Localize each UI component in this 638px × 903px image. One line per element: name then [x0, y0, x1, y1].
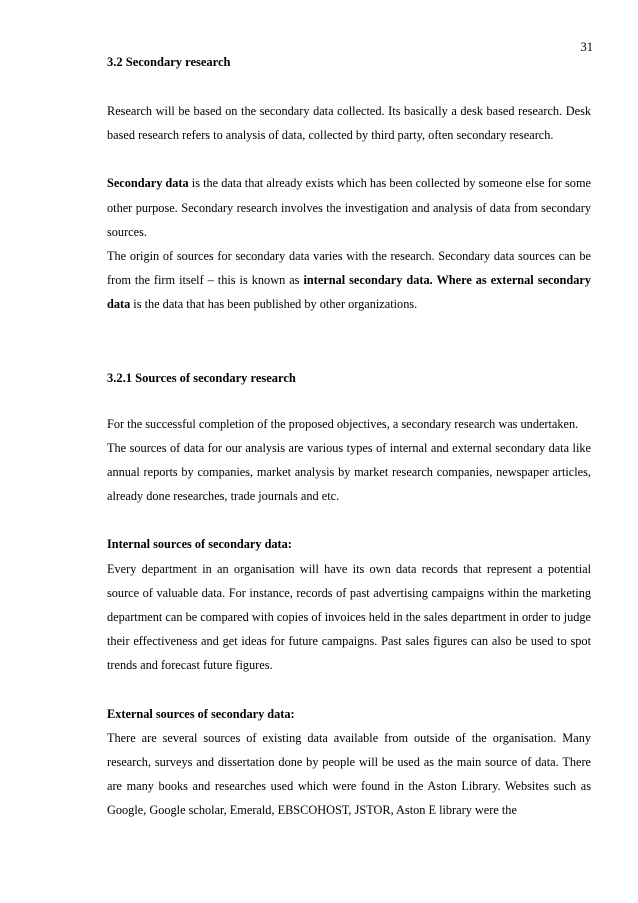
- internal-sources-heading: Internal sources of secondary data:: [107, 537, 292, 552]
- definition-paragraph: [107, 171, 591, 244]
- document-body: [107, 53, 591, 823]
- data-sources-paragraph: The sources of data for our analysis are various types of internal and external secondary data like annual reports by companies, market analysis by market research companies, newspaper articles, already done researches, trade journals and etc.: [107, 440, 591, 504]
- origin-paragraph: [107, 244, 591, 317]
- section-title: 3.2 Secondary research: [107, 55, 231, 69]
- origin-text-2: is the data that has been published by other organizations.: [130, 297, 418, 312]
- intro-paragraph: Research will be based on the secondary data collected. Its basically a desk based research. Desk based research refers to analysis of data, collected by third party, often secondary research.: [107, 104, 591, 143]
- external-sources-paragraph: There are several sources of existing data available from outside of the organisation. Many research, surveys and dissertation done by people will be used as the main source of data. There are many books and researches used which were found in the Aston Library. Websites such as Google, Google scholar, Emerald, EBSCOHOST, JSTOR, Aston E library were the: [107, 730, 591, 818]
- definition-term: Secondary data: [107, 176, 189, 191]
- subsection-title: 3.2.1 Sources of secondary research: [107, 370, 296, 385]
- objectives-paragraph: For the successful completion of the proposed objectives, a secondary research was undertaken.: [107, 416, 579, 431]
- external-sources-heading: External sources of secondary data:: [107, 706, 295, 721]
- origin-text-1: The origin of sources for secondary data varies with the research. Secondary data sources can be from the firm itself – this is known as: [107, 249, 591, 288]
- origin-bold-text: internal secondary data. Where as external secondary data: [107, 273, 591, 312]
- internal-sources-paragraph: Every department in an organisation will have its own data records that represent a potential source of valuable data. For instance, records of past advertising campaigns within the marketing department can be compared with copies of invoices held in the sales department in order to judge their effectiveness and get ideas for future campaigns. Past sales figures can also be used to spot trends and forecast future figures.: [107, 561, 591, 673]
- page-number: 31: [580, 40, 593, 54]
- definition-text: is the data that already exists which has been collected by someone else for some other purpose. Secondary research involves the investigation and analysis of data from secondary sources.: [107, 176, 591, 239]
